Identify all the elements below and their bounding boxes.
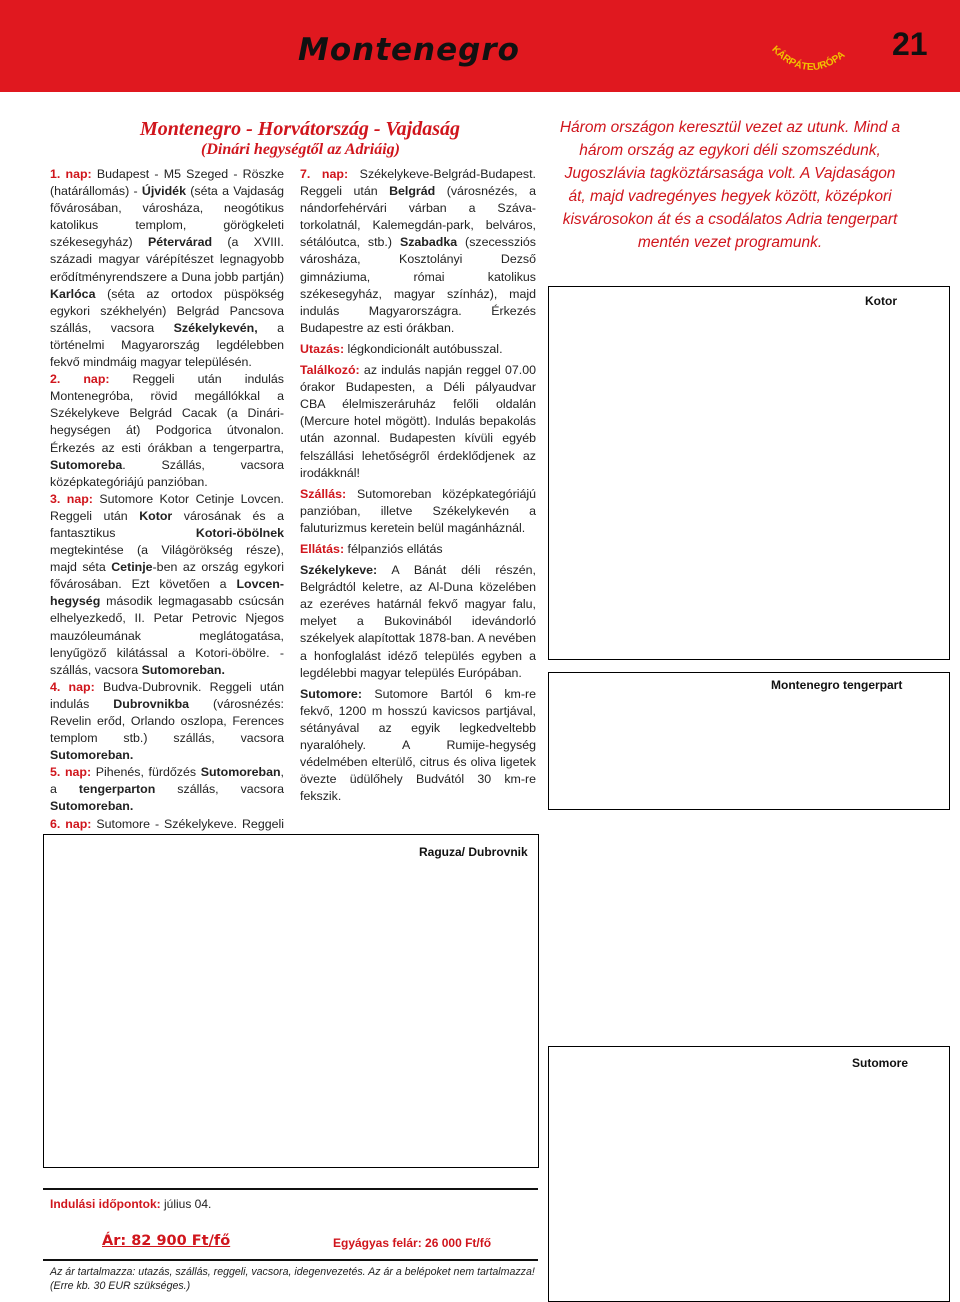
divider-bottom [43, 1259, 538, 1261]
intro-text: Három országon keresztül vezet az utunk. Mind a három ország az egykori déli szomszédunk, Jugoszlávia tagköztársasága volt. A Vajdaságon át, majd vadregényes hegyek között, középkori kisvárosokon át és a csodálatos Adria tengerpart mentén vezet programunk. [559, 119, 901, 251]
logo-text: KÁRPÁTEURÓPA [769, 43, 848, 74]
photo-sutomore [548, 1046, 950, 1302]
page-number: 21 [892, 26, 928, 62]
day-4: 4. nap: Budva-Dubrovnik. Reggeli után indulás Dubrovnikba (városnézés: Revelin erőd, Orlando oszlopa, Ferences templom stb.) szállás, vacsora Sutomoreban. [50, 679, 284, 763]
section-subtitle: (Dinári hegységtől az Adriáig) [201, 141, 400, 158]
photo-caption-tengerpart: Montenegro tengerpart [771, 678, 903, 692]
info-szekelykeve: Székelykeve: A Bánát déli részén, Belgrádtól keletre, az Al-Duna közelében az ezeréves határnál fekvő magyar falu, melyet a Bukovinából idevándorló székelyek alapítottak 1878-ban. A nevében a honfoglalást idéző település egyben a legdélebbi magyar település Európában. [300, 563, 536, 680]
day-3: 3. nap: Sutomore Kotor Cetinje Lovcen. Reggeli után Kotor városának és a fantasztikus Kotori-öbölnek megtekintése (a Világörökség része), majd séta Cetinje-ben az ország egykori fővárosában. Ezt követően a Lovcen-hegység második legmagasabb csúcsán elhelyezkedő, II. Petar Petrovic Njegos mauzóleumának meglátogatása, lenyűgöző kilátással a Kotori-öbölre. - szállás, vacsora Sutomoreban. [50, 491, 284, 677]
itinerary-column-2 [300, 166, 536, 805]
divider-top [43, 1188, 538, 1190]
photo-raguza [43, 834, 539, 1168]
day-1: 1. nap: Budapest - M5 Szeged - Röszke (határállomás) - Újvidék (séta a Vajdaság fővárosában, városháza, neogótikus katolikus templom, görögkeleti székesegyház) Pétervárad (a XVIII. századi magyar várépítészet legnagyobb erődítményrendszere a Duna jobb partján) Karlóca (séta az ortodox püspökség egykori székhelyén) Belgrád Pancsova szállás, vacsora Székelykevén, a történelmi Magyarország legdélebben fekvő mindmáig magyar településén. [50, 167, 285, 370]
day-2: 2. nap: Reggeli után indulás Montenegróba, rövid megállókkal a Székelykeve Belgrád Cacak (a Dinári-hegységen át) Podgorica útvonalon. Érkezés az esti órákban a tengerpartra, Sutomoreba. Szállás, vacsora középkategóriájú panzióban. [50, 372, 284, 489]
karpateuropa-logo [764, 40, 860, 88]
page-title: Montenegro [298, 32, 520, 68]
section-title: Montenegro - Horvátország - Vajdaság [139, 118, 461, 140]
svg-text:KÁRPÁTEURÓPA [769, 44, 847, 73]
info-talalkozo: Találkozó: az indulás napján reggel 07.00 órakor Budapesten, a Déli pályaudvar CBA élelmiszeráruház felőli oldalán (Mercure hotel mögött). Indulás bepakolás után azonnal. Budapesten kívüli egyéb felszállási lehetőségről érdeklődjenek az irodákknál! [300, 363, 536, 480]
photo-kotor [548, 286, 950, 660]
photo-caption-raguza: Raguza/ Dubrovnik [419, 845, 528, 859]
info-ellatas: Ellátás: félpanziós ellátás [300, 541, 443, 556]
photo-caption-kotor: Kotor [865, 294, 897, 308]
day-6: 6. nap: Sutomore - Székelykeve. Reggeli [50, 816, 284, 831]
info-utazas: Utazás: légkondicionált autóbusszal. [300, 341, 503, 356]
price-includes: Az ár tartalmazza: utazás, szállás, reggeli, vacsora, idegenvezetés. Az ár a belépoket nem tartalmazza! (Erre kb. 30 EUR szükséges.) [50, 1266, 535, 1292]
departure-value: július 04. [164, 1197, 212, 1211]
itinerary-column-1 [50, 166, 284, 884]
photo-tengerpart [548, 672, 950, 810]
single-supplement: Egyágyas felár: 26 000 Ft/fő [333, 1236, 492, 1250]
price: Ár: 82 900 Ft/fő [102, 1233, 231, 1249]
day-5: 5. nap: Pihenés, fürdőzés Sutomoreban, a tengerparton szállás, vacsora Sutomoreban. [50, 765, 284, 814]
header-band [0, 0, 960, 92]
departure-label: Indulási időpontok: [50, 1197, 161, 1211]
info-szallas: Szállás: Sutomoreban középkategóriájú panzióban, illetve Székelykevén a faluturizmus keretein belül magánháznál. [300, 486, 536, 535]
day-7: 7. nap: Székelykeve-Belgrád-Budapest. Reggeli után Belgrád (városnézés, a nándorfehérvári várban a Száva-torkolatnál, Kalemegdán-park, belváros, sétálóutca, stb.) Szabadka (szecessziós városháza, Kosztolányi Dezső gimnáziuma, római katolikus székesegyház, magyar színház), majd indulás Magyarországra. Érkezés Budapestre az esti órákban. [300, 167, 537, 335]
photo-caption-sutomore: Sutomore [851, 1056, 908, 1070]
departure-row [50, 1197, 211, 1211]
info-sutomore: Sutomore: Sutomore Bartól 6 km-re fekvő, 1200 m hosszú kavicsos partjával, sétányával az egyik legkedveltebb nyaralóhely. A Rumije-hegység védelmében elterülő, citrus és oliva ligetek övezte üdülőhely Budvától 30 km-re fekszik. [300, 686, 536, 804]
